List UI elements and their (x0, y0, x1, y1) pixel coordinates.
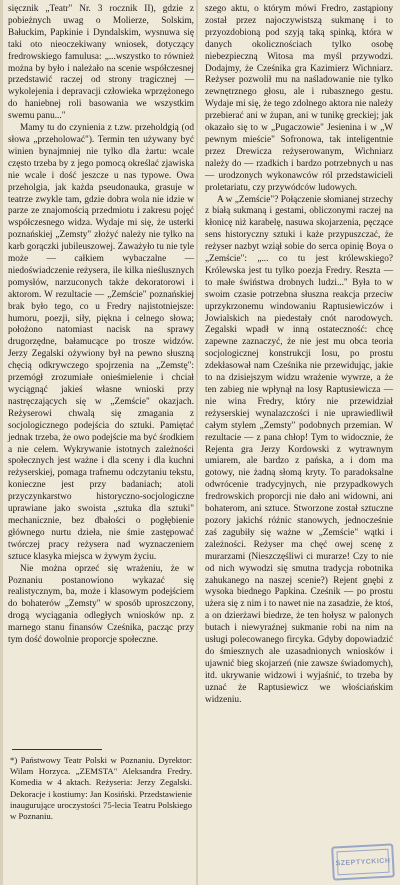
footnote (10, 755, 192, 822)
left-column (8, 4, 194, 647)
stamp-text: SZEPTYCKICH (336, 849, 389, 876)
left-paragraph-1: sięcznik „Teatr" Nr. 3 rocznik II), gdzie z pobieżnych uwag o Molierze, Solskim, Bałuckim, Papkinie i Dyndalskim, wysnuwa się taki oto nieoczekiwany wniosek, dotyczący fredrowskiego famulusa: „...wszystko to również można by było i należało na scenie współczesnej przedstawić raczej od strony tragicznej — wykolejenia i depravacji człowieka wprzężonego do haniebnej roli basowania we wszystkim swemu panu..." (8, 4, 194, 122)
right-column (205, 4, 393, 706)
footnote-text: *) Państwowy Teatr Polski w Poznaniu. Dyrektor: Wilam Horzyca. „ZEMSTA" Aleksandra Fredry. Komedia w 4 aktach. Reżyseria: Jerzy Zegalski. Dekoracje i kostiumy: Jan Kosiński. Przedstawienie inaugurujące uroczystości 75-lecia Teatru Polskiego w Poznaniu. (10, 755, 192, 822)
left-paragraph-2: Mamy tu do czynienia z t.zw. przeholdgią (od słowa „przeholować"). Termin ten używany być winien bynajmniej nie tylko dla żartu: wcale często trzeba by z jego pomocą określać zjawiska nie wcale i dość jeszcze u nas typowe. Owa przeholgia, jak każda pseudonauka, grasuje w teatrze zwykle tam, gdzie dobra wola nie idzie w parze ze znajomością przedmiotu i zakresu pojęć współczesnego widza. Wydaje mi się, że usterki poznańskiej „Zemsty" złożyć należy nie tylko na karb gorączki jubileuszowej. Zaważyło tu nie tyle może — całkiem wybaczalne — niedoświadczenie reżysera, ile kilka nieślusznych pomysłów, narzuconych także dekoratorowi i aktorom. W rezultacie — „Zemście" poznańskiej brak było tego, co u Fredry najistotniejsze: humoru, poezji, siły, piękna i celnego słowa; położono natomiast nacisk na sprawy drugorzędne, bałamucące po trosze widzów. Jerzy Zegalski ożywiony był na pewno słuszną chęcią odkrywczego spojrzenia na „Zemstę": przemógł zrozumiałe onieśmielenie i chciał wyciągnąć jakieś własne wnioski przy nastręczających się w „Zemście" okazjach. Reżyserowi chwalą się zmagania z socjologicznego podejścia do sztuki. Pamiętać jednak trzeba, że owo podejście ma być środkiem a nie celem. Wykrywanie istotnych zależności społecznych jest ważne i dla sceny i dla kuchni reżyserskiej, pomaga trafnemu odczytaniu tekstu, konieczne jest przy badaniach; atoli przyczynkarstwo historyczno-socjologiczne uprawiane jako swoista „sztuka dla sztuki" mechanicznie, bez dbałości o pogłębienie głównego nurtu dzieła, nie śmie zastępować twórczej pracy reżysera nad wyznaczeniem sztuce klasyka miejsca w żywym życiu. (8, 123, 194, 562)
left-paragraph-3: Nie można oprzeć się wrażeniu, że w Poznaniu postanowiono wykazać się realistycznym, ba, może i klasowym podejściem do bohaterów „Zemsty" w sposób uproszczony, drogą wyciągania odległych wniosków np. z marnego stanu finansów Cześnika, pacząc przy tym dość dowolnie proporcje społeczne. (8, 563, 194, 646)
library-stamp (331, 843, 395, 880)
right-paragraph-1: szego aktu, o którym mówi Fredro, zastąpiony został przez najoczywistszą sukmanę i to przyozdobioną pod szyją taką spinką, która w danych okolicznościach tylko osobę niebezpieczną Witosa ma myśl przywodzi. Dodajmy, że Cześnika gra Kazimierz Wichniarz. Reżyser pozwolił mu na naśladowanie nie tylko zewnętrznego głosu, ale i rubasznego gestu. Wydaje mi się, że tego zdolnego aktora nie należy przebierać ani w żupan, ani w tunikę greckiej; jak okazało się to w „Pugaczowie" Jesienina i w „W pewnym mieście" Sofronowa, tak inteligentnie przez Drewicza reżyserowanym, Wichniarz należy do — rzadkich i bardzo potrzebnych u nas — urodzonych wykonawców ról przedstawicieli proletariatu, czy przywódców ludowych. (205, 4, 393, 193)
scan-edge (0, 0, 3, 885)
column-divider (196, 0, 198, 885)
right-paragraph-2: A w „Zemście"? Połączenie słomianej strzechy z białą sukmaną i gestami, obliczonymi raczej na kłonicę niż karabelę, nasuwa skojarzenia, pęczące sens historyczny sztuki i każe przypuszczać, że reżyser nazbyt wziął sobie do serca opinię Boya o „Zemście": „... co tu jest królewskiego? Królewska jest tu tylko poezja Fredry. Reszta — to małe świństwa drobnych ludzi..." Była to w swoim czasie potrzebna słuszna reakcja przeciw uprzykrzonemu windowaniu Raptusiewiczów i Jowialskich na piedestały cnót narodowych. Zegalski wpadł w inną ostateczność: chcę zapewne zaznaczyć, że nie jest mu obca teoria socjologicznej konstrukcji Iosu, po prostu zdekłasował nam Cześnika nie przewidując, jakie to na dzisiejszym widzu wrażenie wywrze, a że ten zabieg nie wpłynął na losy Raptusiewicza — nie wina Fredry, który nie przewidział reżyserskiej wynalazczości i nie uprawiedliwił całym stylem „Zemsty" podobnych przemian. W rezultacie — z pana chłop! Tym to widocznie, że Rejenta gra Jerzy Kordowski z wytrawnym umiarem, ale bardzo z pańska, a i dom ma gotowy, nie żadną słomą kryty. To paradoksalne odwrócenie tradycyjnych, nie przypadkowych fredrowskich proporcji nie dało ani widowni, ani bohaterom, ani sztuce. Stworzone został sztuczne pozory jakichś różnic stanowych, jednocześnie zaś zagubiły się ważne w „Zemście" wątki i zależności. Reżyser ma chęć owej scenę z murarzami (Nieszczęśliwi ci murarze! Czy to nie od nich wywodzi się smutna tradycja robotnika zahukanego na naszej scenie?) Rejent gnębi z wysoka biednego Papkina. Cześnik — po prostu użera się z nim i to nawet nie na zasadzie, że ktoś, a on dzierżawi biedrze, że ten hołysz w palonych butach i niewyraźnej sukmanie robi na nim na usługi polecowanego fircyka. Gdyby dopowiadzić do śmiesznych ale uzasadnionych wniosków i ujawnić bieg skojarzeń (nie zawsze świadomych), itd. ukrywanie widzowi i wyjaśnić, to trzeba by uznać że Raptusiewicz we włościańskim widzeniu. (205, 194, 393, 705)
footnote-rule (12, 749, 102, 750)
